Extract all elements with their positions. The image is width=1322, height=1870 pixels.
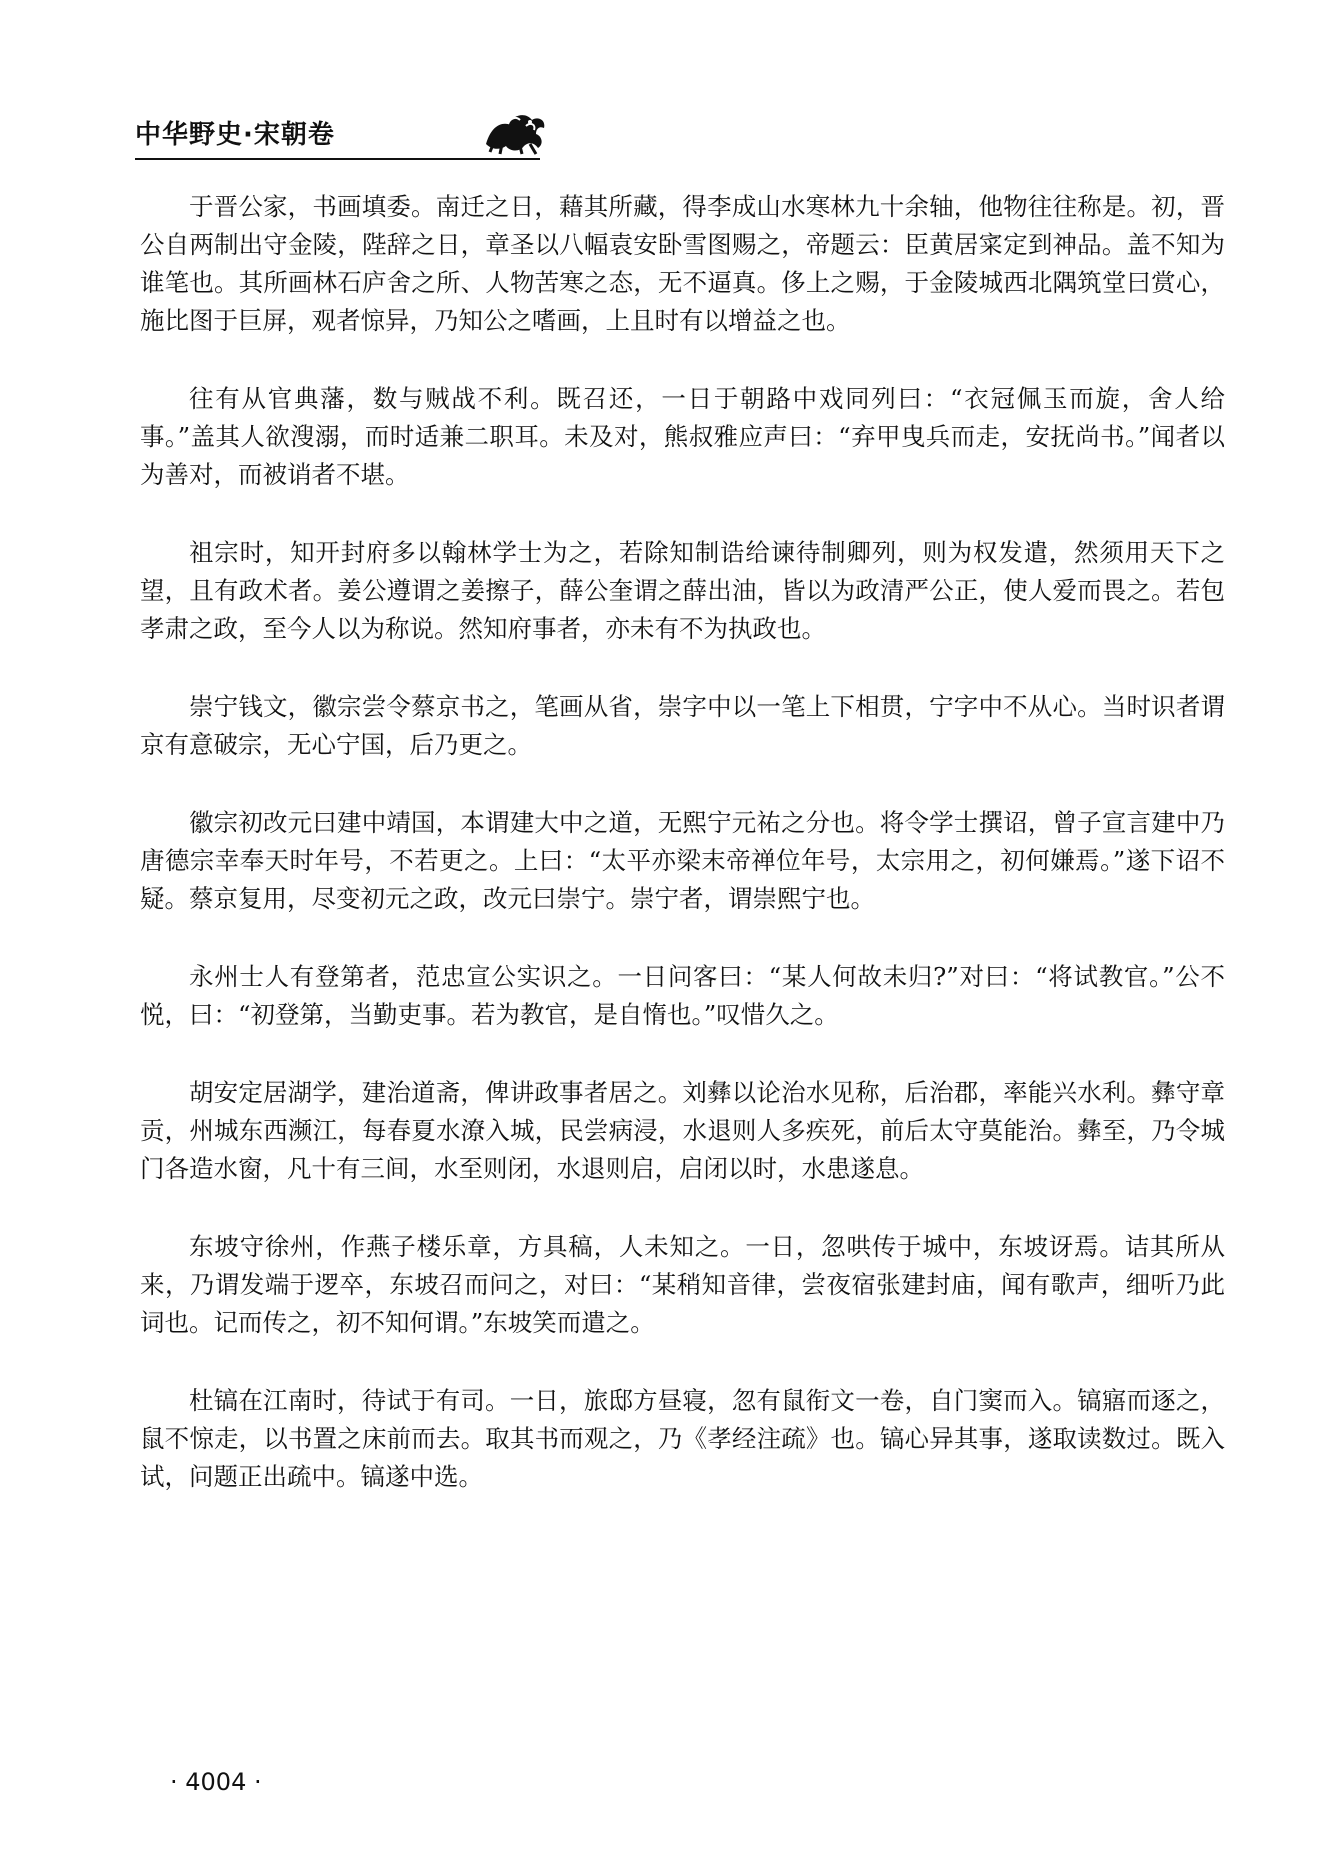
- body-text: [140, 188, 1225, 1496]
- paragraph: 于晋公家，书画填委。南迁之日，藉其所藏，得李成山水寒林九十余轴，他物往往称是。初，晋公自两制出守金陵，陛辞之日，章圣以八幅袁安卧雪图赐之，帝题云：臣黄居寀定到神品。盖不知为谁笔也。其所画林石庐舍之所、人物苦寒之态，无不逼真。侈上之赐，于金陵城西北隅筑堂曰赏心，施比图于巨屏，观者惊异，乃知公之嗜画，上且时有以增益之也。: [140, 192, 1225, 335]
- book-title: 中华野史·宋朝卷: [135, 120, 335, 150]
- paragraph: 东坡守徐州，作燕子楼乐章，方具稿，人未知之。一日，忽哄传于城中，东坡讶焉。诘其所从来，乃谓发端于逻卒，东坡召而问之，对曰：“某稍知音律，尝夜宿张建封庙，闻有歌声，细听乃此词也。记而传之，初不知何谓。”东坡笑而遣之。: [140, 1232, 1225, 1337]
- paragraph: 往有从官典藩，数与贼战不利。既召还，一日于朝路中戏同列曰：“衣冠佩玉而旋，舍人给事。”盖其人欲溲溺，而时适兼二职耳。未及对，熊叔雅应声曰：“弃甲曳兵而走，安抚尚书。”闻者以为善对，而被诮者不堪。: [140, 384, 1225, 489]
- paragraph: 崇宁钱文，徽宗尝令蔡京书之，笔画从省，崇字中以一笔上下相贯，宁字中不从心。当时识者谓京有意破宗，无心宁国，后乃更之。: [140, 692, 1225, 759]
- page-number: · 4004 ·: [170, 1768, 262, 1796]
- paragraph: 祖宗时，知开封府多以翰林学士为之，若除知制诰给谏待制卿列，则为权发遣，然须用天下之望，且有政术者。姜公遵谓之姜擦子，薛公奎谓之薛出油，皆以为政清严公正，使人爱而畏之。若包孝肃之政，至今人以为称说。然知府事者，亦未有不为执政也。: [140, 538, 1225, 643]
- paragraph: 胡安定居湖学，建治道斋，俾讲政事者居之。刘彝以论治水见称，后治郡，率能兴水利。彝守章贡，州城东西濒江，每春夏水潦入城，民尝病浸，水退则人多疾死，前后太守莫能治。彝至，乃令城门各造水窗，凡十有三间，水至则闭，水退则启，启闭以时，水患遂息。: [140, 1078, 1225, 1183]
- header-rule: [135, 158, 540, 160]
- running-header: [135, 106, 1225, 158]
- dragon-emblem-icon: [480, 106, 550, 156]
- paragraph: 徽宗初改元曰建中靖国，本谓建大中之道，无熙宁元祐之分也。将令学士撰诏，曾子宣言建中乃唐德宗幸奉天时年号，不若更之。上曰：“太平亦梁末帝禅位年号，太宗用之，初何嫌焉。”遂下诏不疑。蔡京复用，尽变初元之政，改元曰崇宁。崇宁者，谓崇熙宁也。: [140, 808, 1225, 913]
- paragraph: 永州士人有登第者，范忠宣公实识之。一日问客曰：“某人何故未归?”对曰：“将试教官。”公不悦，曰：“初登第，当勤吏事。若为教官，是自惰也。”叹惜久之。: [140, 962, 1225, 1029]
- paragraph: 杜镐在江南时，待试于有司。一日，旅邸方昼寝，忽有鼠衔文一卷，自门窦而入。镐寤而逐之，鼠不惊走，以书置之床前而去。取其书而观之，乃《孝经注疏》也。镐心异其事，遂取读数过。既入试，问题正出疏中。镐遂中选。: [140, 1386, 1225, 1491]
